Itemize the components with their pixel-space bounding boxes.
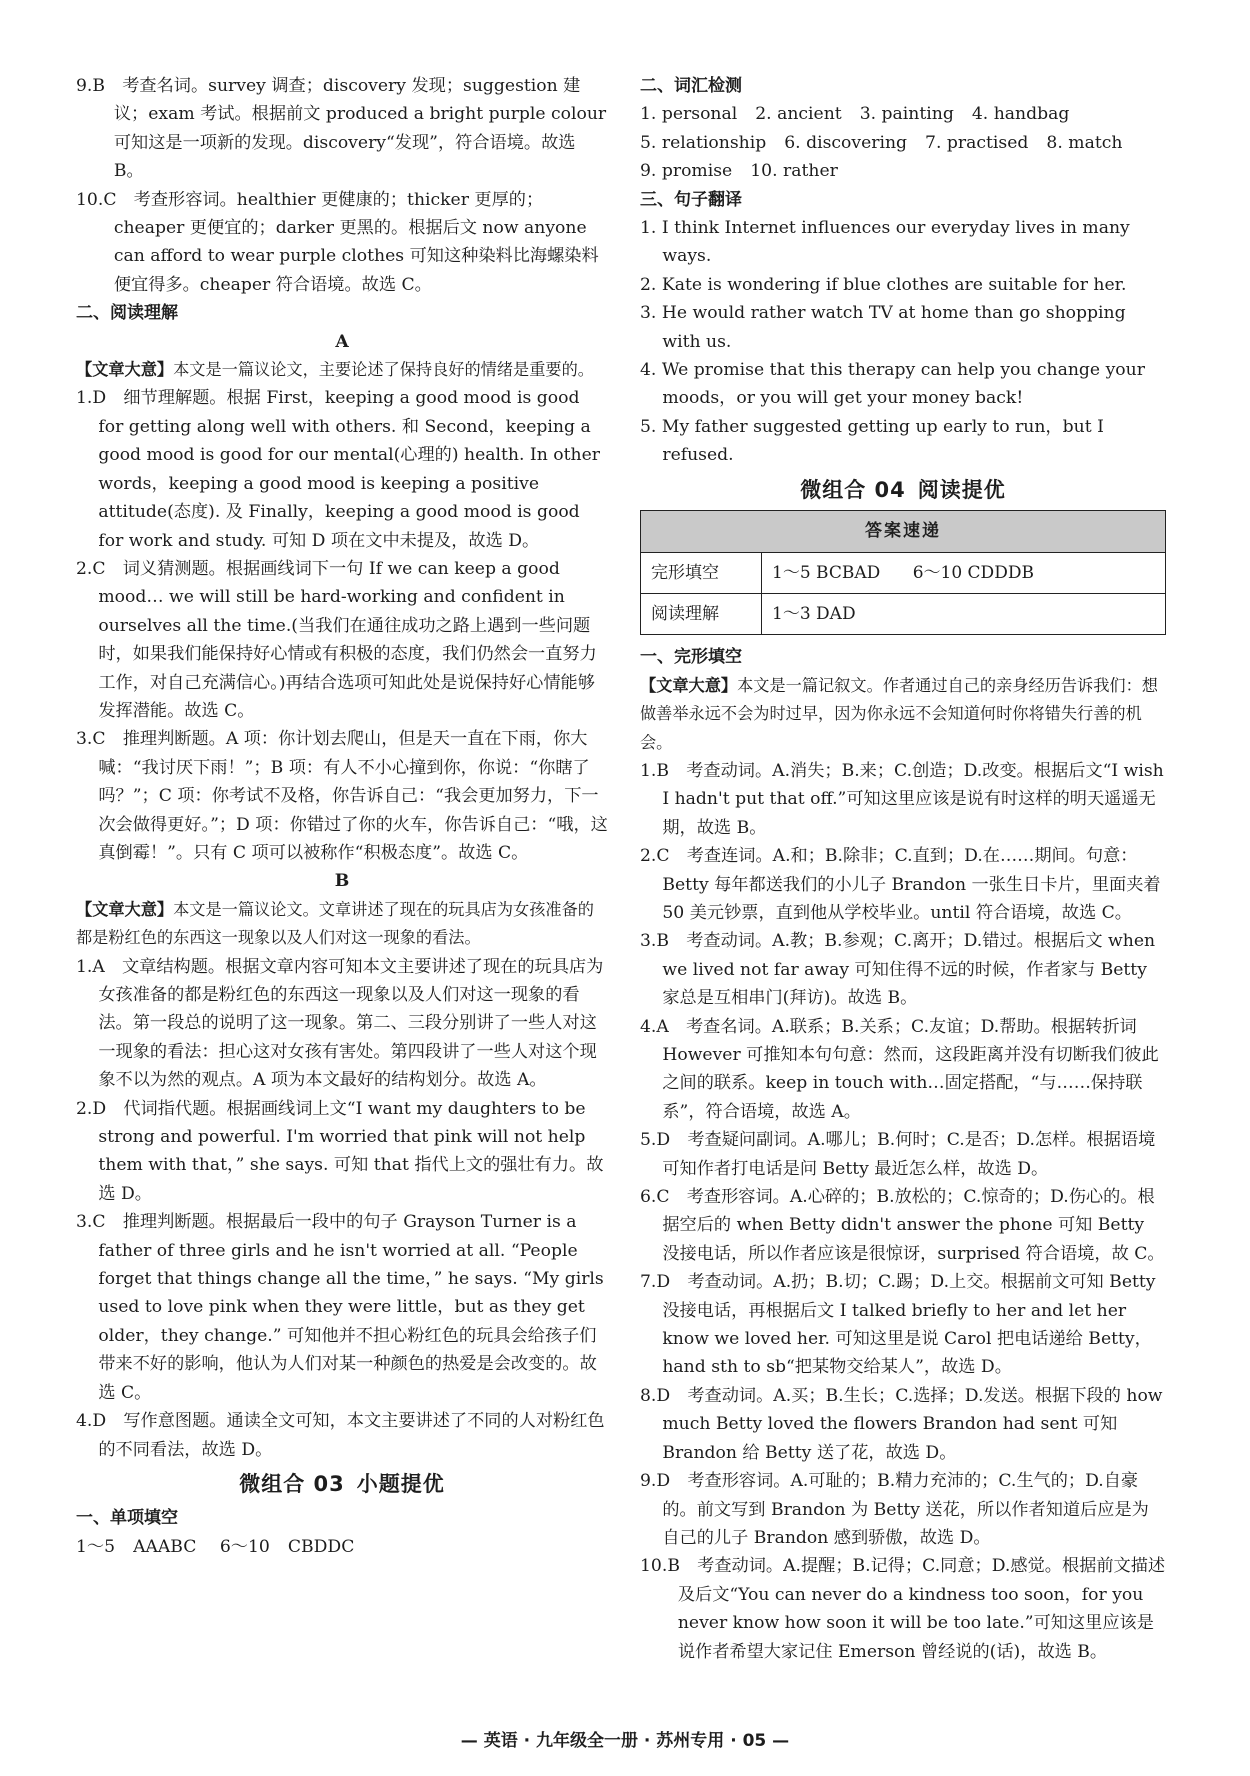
translation-1: 1. I think Internet influences our everyday lives in many ways. [640,218,1130,267]
heading-03-title: 小题提优 [356,1471,445,1496]
section-single-choice-title: 一、单项填空 [76,1508,178,1529]
summary-a [76,356,608,384]
cloze-answers-first: 1～5 BCBAD [772,562,881,583]
vocab-item: 1. personal [640,104,738,125]
reading-b-1: 1.A 文章结构题。根据文章内容可知本文主要讲述了现在的玩具店为女孩准备的都是粉红色的东西这一现象以及人们对这一现象的看法。第一段总的说明了这一现象。第二、三段分别讲了一些人对这一现象的看法：担心这对女孩有害处。第四段讲了一些人对这个现象不以为然的观点。A 项为本文最好的结构划分。故选 A。 [76,956,604,1091]
single-range-b: 6～10 [219,1536,270,1557]
part-b-label: B [334,871,350,892]
left-column [76,72,608,1561]
cloze-answers-second: 6～10 CDDDB [912,562,1034,583]
cloze-10: 10.B 考查动词。A.提醒；B.记得；C.同意；D.感觉。根据前文描述及后文“You can never do a kindness too soon，for you never know how soon it will be too late.”可知这里应该是说作者希望大家记住 Emerson 曾经说的(话)，故选 B。 [640,1556,1166,1662]
cloze-9: 9.D 考查形容词。A.可耻的；B.精力充沛的；C.生气的；D.自豪的。前文写到 Brandon 为 Betty 送花，所以作者知道后应是为自己的儿子 Brandon 感到骄傲，故选 D。 [640,1471,1149,1548]
single-answers-a: AAABC [133,1536,197,1557]
cloze-6: 6.C 考查形容词。A.心碎的；B.放松的；C.惊奇的；D.伤心的。根据空后的 when Betty didn't answer the phone 可知 Betty 没接电话，所以作者应该是很惊讶，surprised 符合语境，故 C。 [640,1187,1165,1264]
cloze-4: 4.A 考查名词。A.联系；B.关系；C.友谊；D.帮助。根据转折词 However 可推知本句句意：然而，这段距离并没有切断我们彼此之间的联系。keep in touch with…固定搭配，“与……保持联系”，符合语境，故选 A。 [640,1016,1159,1122]
page-footer: — 英语 · 九年级全一册 · 苏州专用 · 05 — [460,1731,790,1751]
section-reading-title: 二、阅读理解 [76,303,178,324]
answer-table-header: 答案速递 [641,511,1166,552]
vocab-item: 7. practised [925,132,1029,153]
section-translation-title: 三、句子翻译 [640,189,742,210]
heading-group-04 [640,476,1166,504]
cloze-3: 3.B 考查动词。A.教；B.参观；C.离开；D.错过。根据后文 when we lived not far away 可知住得不远的时候，作者家与 Betty 家总是互相串门(拜访)。故选 B。 [640,931,1156,1009]
part-a-label: A [335,331,349,352]
summary-b-text: 本文是一篇议论文。文章讲述了现在的玩具店为女孩准备的都是粉红色的东西这一现象以及人们对这一现象的看法。 [76,899,594,948]
cloze-8: 8.D 考查动词。A.买；B.生长；C.选择；D.发送。根据下段的 how much Betty loved the flowers Brandon had sent 可知 Brandon 给 Betty 送了花，故选 D。 [640,1385,1163,1463]
vocab-item: 2. ancient [755,104,842,125]
single-choice-answers [76,1533,608,1561]
heading-04-title: 阅读提优 [917,477,1006,502]
translation-3: 3. He would rather watch TV at home than go shopping with us. [640,303,1126,352]
reading-b-3: 3.C 推理判断题。根据最后一段中的句子 Grayson Turner is a father of three girls and he isn't worried at all. “People forget that things change all the time，” he says. “My girls used to love pink when they were little，but as they get older，they change.” 可知他并不担心粉红色的玩具会给孩子们带来不好的影响，他认为人们对某一种颜色的热爱是会改变的。故选 C。 [76,1212,604,1403]
section-vocab-title: 二、词汇检测 [640,76,742,96]
translation-5: 5. My father suggested getting up early to run，but I refused. [640,416,1104,466]
single-range-a: 1～5 [76,1536,116,1557]
summary-a-tag: 【文章大意】 [76,360,174,380]
heading-03-number: 微组合 03 [239,1471,345,1496]
vocab-item: 9. promise [640,161,733,182]
translation-4: 4. We promise that this therapy can help you change your moods，or you will get your money back! [640,360,1145,409]
vocab-item: 10. rather [750,161,838,182]
single-answers-b: CBDDC [287,1536,355,1557]
cloze-5: 5.D 考查疑问副词。A.哪儿；B.何时；C.是否；D.怎样。根据语境可知作者打电话是问 Betty 最近怎么样，故选 D。 [640,1130,1156,1179]
translation-2: 2. Kate is wondering if blue clothes are suitable for her. [640,274,1127,295]
cloze-2: 2.C 考查连词。A.和；B.除非；C.直到；D.在……期间。句意：Betty 每年都送我们的小儿子 Brandon 一张生日卡片，里面夹着 50 美元钞票，直到他从学校毕业。until 符合语境，故选 C。 [640,846,1161,923]
summary-a-text: 本文是一篇议论文，主要论述了保持良好的情绪是重要的。 [173,360,594,380]
vocab-item: 8. match [1046,132,1123,153]
vocab-row-2 [640,129,1166,157]
table-answers-cloze [762,552,1166,593]
reading-a-2: 2.C 词义猜测题。根据画线词下一句 If we can keep a good mood… we will still be hard-working and confident in ourselves all the time.(当我们在通往成功之路上遇到一些问题时，如果我们能保持好心情或有积极的态度，我们仍然会一直努力工作，对自己充满信心。)再结合选项可知此处是说保持好心情能够发挥潜能。故选 C。 [76,558,597,721]
vocab-item: 4. handbag [971,104,1070,125]
vocab-item: 3. painting [859,104,954,125]
answer-table [640,510,1166,635]
vocab-item: 5. relationship [640,132,767,153]
table-row [641,552,1166,593]
reading-a-3: 3.C 推理判断题。A 项：你计划去爬山，但是天一直在下雨，你大喊：“我讨厌下雨！”；B 项：有人不小心撞到你，你说：“你瞎了吗？”；C 项：你考试不及格，你告诉自己：“我会更加努力，下一次会做得更好。”；D 项：你错过了你的火车，你告诉自己：“哦，这真倒霉！”。只有 C 项可以被称作“积极态度”。故选 C。 [76,729,608,863]
heading-04-number: 微组合 04 [800,477,906,502]
table-answers-reading: 1～3 DAD [762,593,1166,634]
summary-cloze [640,672,1166,757]
right-column [640,72,1166,1666]
answer-9: 9.B 考查名词。survey 调查；discovery 发现；suggestion 建议；exam 考试。根据前文 produced a bright purple colour 可知这是一项新的发现。discovery“发现”，符合语境。故选 B。 [76,76,607,182]
summary-b [76,896,608,953]
vocab-item: 6. discovering [784,132,908,153]
table-label-cloze: 完形填空 [641,552,762,593]
cloze-1: 1.B 考查动词。A.消失；B.来；C.创造；D.改变。根据后文“I wish I hadn't put that off.”可知这里应该是说有时这样的明天遥遥无期，故选 B。 [640,760,1164,838]
section-cloze-title: 一、完形填空 [640,647,742,668]
reading-b-2: 2.D 代词指代题。根据画线词上文“I want my daughters to be strong and powerful. I'm worried that pink will not help them with that，” she says. 可知 that 指代上文的强壮有力。故选 D。 [76,1098,604,1204]
table-row [641,593,1166,634]
table-label-reading: 阅读理解 [641,593,762,634]
answer-10: 10.C 考查形容词。healthier 更健康的；thicker 更厚的；cheaper 更便宜的；darker 更黑的。根据后文 now anyone can afford to wear purple clothes 可知这种染料比海螺染料便宜得多。cheaper 符合语境。故选 C。 [76,189,599,295]
vocab-row-1 [640,100,1166,128]
summary-b-tag: 【文章大意】 [76,899,174,919]
summary-cloze-text: 本文是一篇记叙文。作者通过自己的亲身经历告诉我们：想做善举永远不会为时过早，因为你永远不会知道何时你将错失行善的机会。 [640,675,1158,752]
reading-a-1: 1.D 细节理解题。根据 First，keeping a good mood is good for getting along well with others. 和 Second，keeping a good mood is good for our mental(心理的) health. In other words，keeping a good mood is keeping a positive attitude(态度). 及 Finally，keeping a good mood is good for work and study. 可知 D 项在文中未提及，故选 D。 [76,388,600,551]
summary-cloze-tag: 【文章大意】 [640,675,738,695]
reading-b-4: 4.D 写作意图题。通读全文可知，本文主要讲述了不同的人对粉红色的不同看法，故选 D。 [76,1411,605,1460]
cloze-7: 7.D 考查动词。A.扔；B.切；C.踢；D.上交。根据前文可知 Betty 没接电话，再根据后文 I talked briefly to her and let her know we loved her. 可知这里是说 Carol 把电话递给 Betty，hand sth to sb“把某物交给某人”，故选 D。 [640,1272,1156,1378]
vocab-row-3 [640,157,1166,185]
heading-group-03 [76,1470,608,1498]
